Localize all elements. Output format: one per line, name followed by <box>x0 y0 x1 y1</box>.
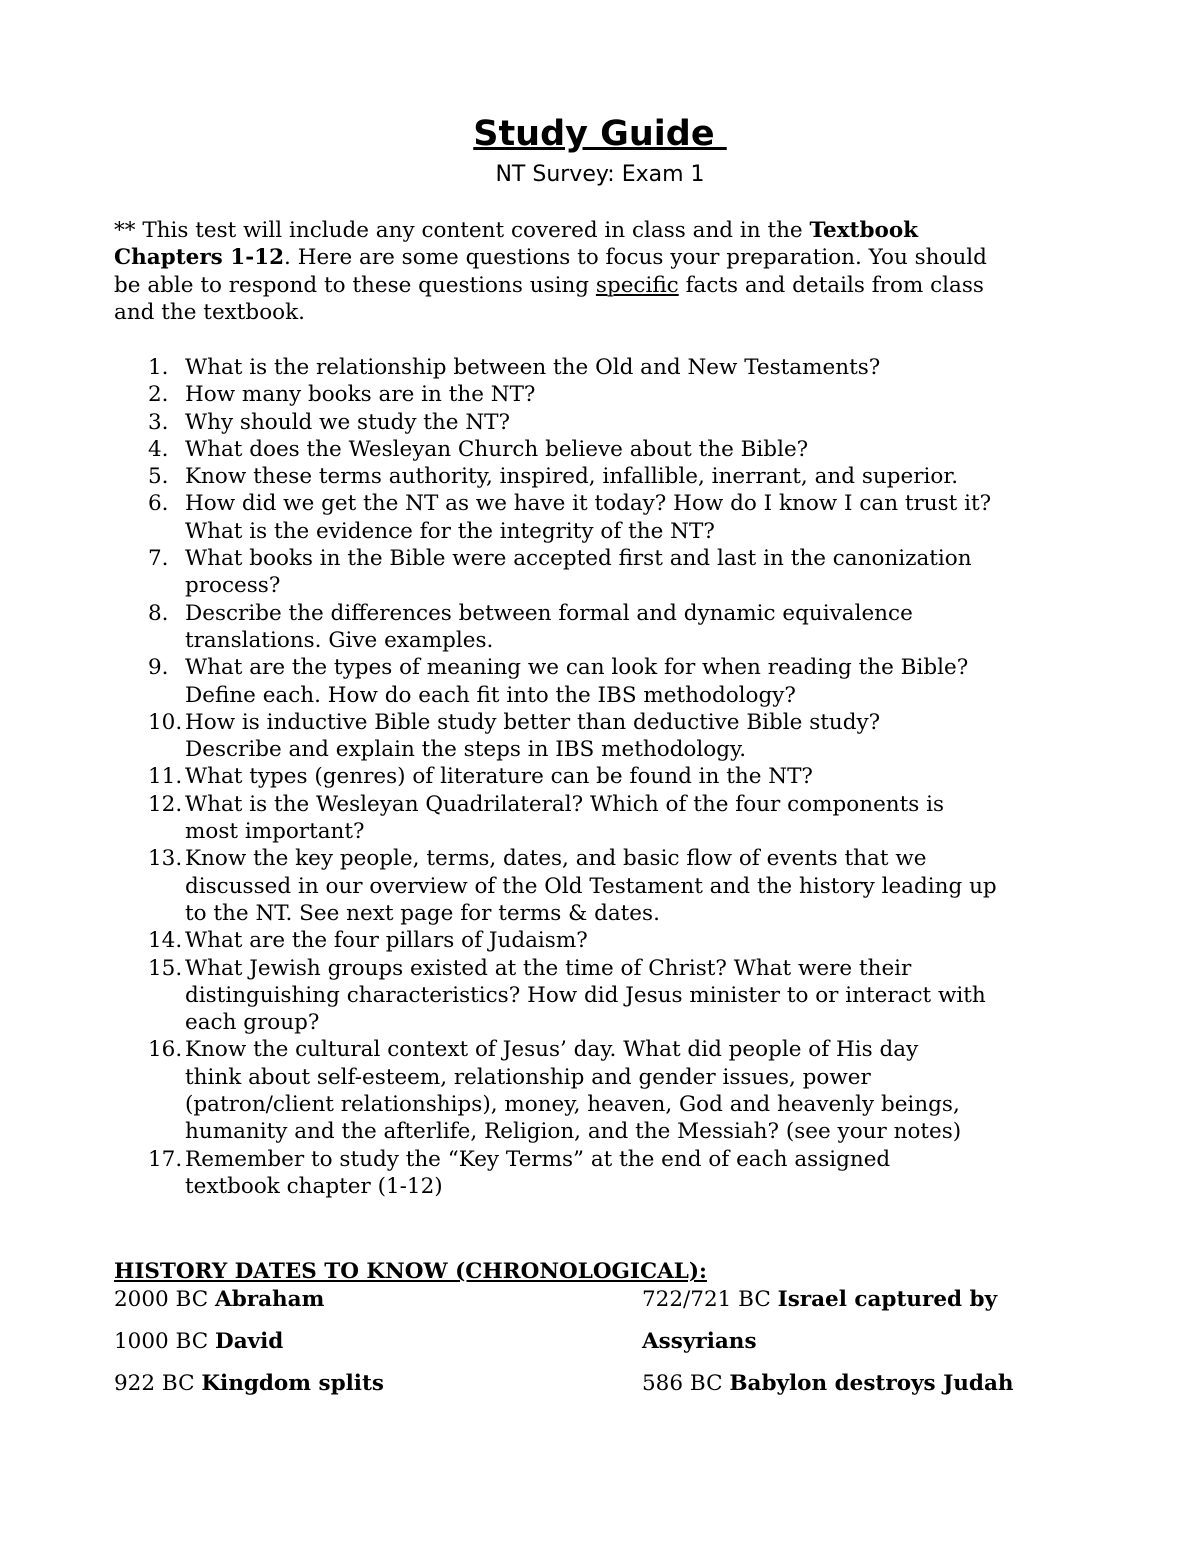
history-event: Babylon destroys Judah <box>729 1371 1014 1396</box>
question-item <box>114 436 1104 463</box>
question-text-line: Why should we study the NT? <box>185 409 511 435</box>
history-date-row <box>114 1286 384 1328</box>
page-title: Study Guide <box>473 114 727 154</box>
history-event: David <box>215 1329 284 1354</box>
question-text-line: textbook chapter (1-12) <box>185 1173 443 1199</box>
history-date: 922 BC <box>114 1371 202 1396</box>
question-item <box>114 490 1104 545</box>
intro-underlined-text: specific <box>595 272 679 298</box>
history-date: 586 BC <box>642 1371 730 1396</box>
question-text-line: most important? <box>185 819 365 845</box>
question-text-line: What are the types of meaning we can look for when reading the Bible? <box>185 655 969 681</box>
question-number: 12. <box>148 791 183 817</box>
question-text-line: Know these terms authority, inspired, infallible, inerrant, and superior. <box>185 464 959 490</box>
intro-bold-text: Textbook <box>809 218 919 243</box>
question-text-line: translations. Give examples. <box>185 627 494 653</box>
history-dates-left <box>114 1286 384 1412</box>
question-text-line: How many books are in the NT? <box>185 382 536 408</box>
question-number: 10. <box>148 709 183 735</box>
question-text-line: Describe and explain the steps in IBS methodology. <box>185 737 747 763</box>
question-text-line: What types (genres) of literature can be found in the NT? <box>185 764 813 790</box>
intro-line <box>114 272 1104 299</box>
question-item <box>114 1146 1104 1201</box>
question-text-line: each group? <box>185 1010 320 1036</box>
intro-text: facts and details from class <box>678 272 984 298</box>
question-text-line: Describe the differences between formal and dynamic equivalence <box>185 600 913 626</box>
question-item <box>114 791 1104 846</box>
history-date: 1000 BC <box>114 1329 216 1354</box>
question-number: 7. <box>148 546 169 572</box>
question-number: 1. <box>148 355 169 380</box>
question-item <box>114 709 1104 764</box>
history-event: Kingdom splits <box>201 1371 384 1396</box>
question-item <box>114 600 1104 655</box>
intro-line: and the textbook. <box>114 299 305 325</box>
question-number: 11. <box>148 764 183 790</box>
intro-line <box>114 244 1104 271</box>
history-dates-right <box>642 1286 1014 1412</box>
question-text-line: humanity and the afterlife, Religion, and the Messiah? (see your notes) <box>185 1119 962 1145</box>
question-number: 9. <box>148 655 169 681</box>
intro-text: . Here are some questions to focus your preparation. You should <box>284 245 987 271</box>
question-text-line: What is the relationship between the Old and New Testaments? <box>185 355 881 380</box>
question-item <box>114 381 1104 408</box>
question-text-line: Define each. How do each fit into the IBS methodology? <box>185 682 796 708</box>
question-number: 13. <box>148 846 183 872</box>
history-date-row <box>642 1328 1014 1370</box>
intro-line <box>114 217 1104 244</box>
intro-text: be able to respond to these questions using <box>114 272 596 298</box>
question-number: 8. <box>148 600 169 626</box>
question-text-line: distinguishing characteristics? How did Jesus minister to or interact with <box>185 982 986 1008</box>
question-item <box>114 955 1104 1037</box>
history-heading: HISTORY DATES TO KNOW (CHRONOLOGICAL): <box>114 1259 707 1284</box>
history-date-row <box>114 1328 384 1370</box>
question-text-line: process? <box>185 573 281 599</box>
question-item <box>114 545 1104 600</box>
question-item <box>114 654 1104 709</box>
intro-text: ** This test will include any content covered in class and in the <box>114 218 810 243</box>
question-text-line: Know the cultural context of Jesus’ day. What did people of His day <box>185 1037 919 1063</box>
history-date-row <box>642 1370 1014 1412</box>
history-date: 722/721 BC <box>642 1287 778 1312</box>
question-text-line: What does the Wesleyan Church believe about the Bible? <box>185 436 809 462</box>
question-number: 3. <box>148 409 169 435</box>
question-text-line: What is the evidence for the integrity of the NT? <box>185 518 715 544</box>
question-item <box>114 354 1104 381</box>
history-date-row <box>642 1286 1014 1328</box>
question-text-line: Know the key people, terms, dates, and basic flow of events that we <box>185 846 927 872</box>
question-number: 17. <box>148 1146 183 1172</box>
question-number: 6. <box>148 491 169 517</box>
question-number: 16. <box>148 1037 183 1063</box>
question-number: 15. <box>148 955 183 981</box>
question-number: 4. <box>148 436 169 462</box>
history-date: 2000 BC <box>114 1287 216 1312</box>
question-number: 2. <box>148 382 169 408</box>
question-item <box>114 463 1104 490</box>
question-number: 14. <box>148 928 183 954</box>
history-date-row <box>114 1370 384 1412</box>
intro-paragraph <box>114 217 1104 326</box>
question-text-line: think about self-esteem, relationship and gender issues, power <box>185 1064 871 1090</box>
page-subtitle: NT Survey: Exam 1 <box>495 162 705 187</box>
question-item <box>114 927 1104 954</box>
question-text-line: How did we get the NT as we have it today? How do I know I can trust it? <box>185 491 992 517</box>
question-item <box>114 1036 1104 1145</box>
question-list <box>114 354 1104 1200</box>
question-text-line: What books in the Bible were accepted first and last in the canonization <box>185 546 972 572</box>
history-event: Abraham <box>215 1287 325 1312</box>
history-event: Assyrians <box>642 1329 757 1354</box>
question-text-line: (patron/client relationships), money, heaven, God and heavenly beings, <box>185 1092 960 1118</box>
question-text-line: How is inductive Bible study better than deductive Bible study? <box>185 709 881 735</box>
intro-bold-text: Chapters 1-12 <box>114 245 285 271</box>
question-item <box>114 845 1104 927</box>
question-text-line: discussed in our overview of the Old Testament and the history leading up <box>185 873 997 899</box>
question-text-line: Remember to study the “Key Terms” at the end of each assigned <box>185 1146 891 1172</box>
question-text-line: to the NT. See next page for terms & dates. <box>185 900 660 926</box>
question-item <box>114 409 1104 436</box>
question-text-line: What Jewish groups existed at the time of Christ? What were their <box>185 955 912 981</box>
question-item <box>114 763 1104 790</box>
question-text-line: What is the Wesleyan Quadrilateral? Which of the four components is <box>185 791 945 817</box>
question-number: 5. <box>148 464 169 490</box>
history-event: Israel captured by <box>777 1287 998 1312</box>
question-text-line: What are the four pillars of Judaism? <box>185 928 588 954</box>
